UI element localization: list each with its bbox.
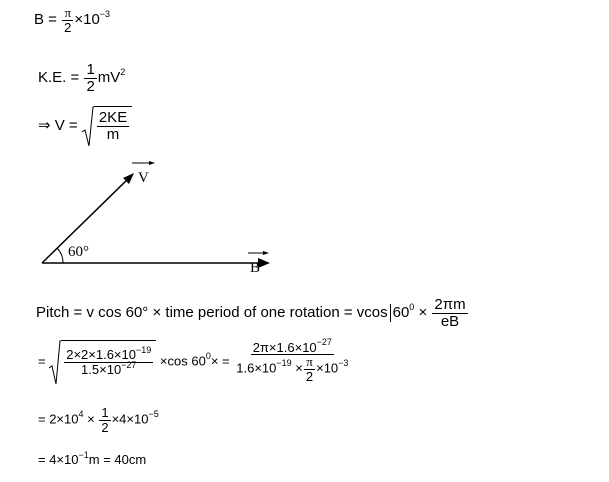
l5-a-exp: −1 (78, 449, 89, 460)
square-root (82, 106, 132, 146)
frac-den (234, 355, 350, 383)
r-num-exp: −27 (316, 337, 332, 348)
frac-den: m (106, 126, 120, 143)
pitch-times: × (414, 304, 428, 322)
r-num-a: 2π×1.6×10 (252, 339, 317, 355)
eq-ke-lhs: K.E. = (38, 69, 80, 87)
eq-b-exp: −3 (99, 9, 111, 20)
l4-b: × (83, 411, 95, 427)
equation-ke (38, 62, 125, 95)
r-den-c-exp: −3 (338, 358, 349, 369)
calc-mid-tail: × = (210, 353, 230, 369)
v-label: V (138, 170, 149, 186)
l5-b: m = 40cm (88, 452, 147, 467)
vector-diagram (30, 160, 280, 280)
eq-b-tail: ×10 (74, 11, 100, 29)
frac-num (251, 337, 334, 356)
r-den-a: 1.6×10 (236, 360, 277, 376)
l5-a: = 4×10 (38, 452, 79, 467)
frac-num: 1 (86, 61, 95, 78)
calc-eq: = (38, 353, 46, 369)
eq-ke-tail: mV (97, 69, 121, 87)
calc-square-root (49, 340, 156, 384)
fraction-pi-over-2-inner (304, 355, 315, 383)
radicand (61, 340, 156, 384)
result-line-2 (38, 449, 147, 467)
fraction-2ke-over-m (97, 110, 129, 143)
frac-den (79, 359, 138, 377)
frac-num: 1 (101, 405, 109, 420)
r-den-exp: −19 (276, 358, 292, 369)
frac-num: π (306, 354, 313, 370)
l4-a-exp: 4 (78, 409, 84, 420)
frac-den: eB (440, 312, 460, 330)
l4-c-exp: −5 (148, 409, 159, 420)
fraction-radicand (64, 345, 153, 377)
l4-a: = 2×10 (38, 411, 79, 427)
eq-v-lhs: ⇒ V = (38, 116, 78, 134)
fraction-half (84, 62, 96, 95)
calculation-line (38, 337, 351, 384)
rad-den-a: 1.5×10 (81, 362, 122, 377)
pitch-text: Pitch = v cos 60° × time period of one rotation = vcos (36, 304, 388, 322)
result-line-1 (38, 406, 159, 434)
fraction-half (99, 406, 110, 434)
radical-sign-icon (82, 106, 94, 146)
fraction-pi-over-2 (62, 6, 73, 34)
b-overarrow-icon (263, 251, 269, 255)
fraction-right (234, 337, 350, 384)
frac-den: 2 (101, 419, 109, 435)
rad-num-exp: −19 (136, 345, 152, 356)
rad-den-exp: −27 (121, 359, 137, 370)
r-den-c: ×10 (316, 360, 339, 376)
calc-mid: ×cos 60 (159, 353, 206, 369)
frac-num: π (64, 5, 72, 20)
pitch-deg: 60 (392, 304, 410, 322)
frac-den: 2 (86, 77, 95, 95)
frac-num: 2πm (434, 296, 466, 313)
b-label: B (250, 260, 261, 276)
radical-sign-icon (49, 340, 61, 384)
calc-mid-exp: 0 (205, 351, 211, 362)
rad-num-a: 2×2×1.6×10 (66, 347, 136, 363)
eq-ke-exp: 2 (120, 67, 126, 78)
cursor-bar (390, 304, 391, 322)
angle-arc (57, 248, 63, 263)
eq-b-lhs: B = (34, 11, 57, 29)
fraction-2pim-over-eb (432, 297, 467, 330)
radicand (94, 106, 132, 146)
angle-label: 60° (68, 244, 89, 260)
frac-den: 2 (305, 368, 314, 384)
v-overarrow-icon (149, 161, 155, 165)
equation-v (38, 106, 132, 146)
equation-b (34, 6, 110, 34)
frac-num: 2KE (98, 109, 128, 127)
l4-c: ×4×10 (111, 411, 149, 427)
pitch-statement (36, 297, 469, 330)
frac-num (64, 345, 153, 363)
pitch-deg-exp: 0 (409, 302, 415, 313)
frac-den: 2 (64, 19, 72, 35)
r-den-b: × (291, 360, 303, 376)
